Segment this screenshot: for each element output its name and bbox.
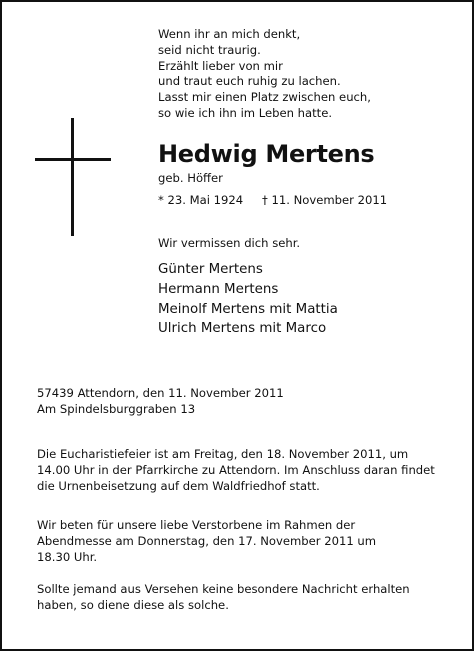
funeral-line: die Urnenbeisetzung auf dem Waldfriedhof statt. bbox=[37, 478, 320, 493]
funeral-line: 14.00 Uhr in der Pfarrkirche zu Attendorn. Im Anschluss daran findet bbox=[37, 462, 435, 477]
poem-line: seid nicht traurig. bbox=[158, 42, 261, 57]
address-line: Am Spindelsburggraben 13 bbox=[37, 401, 196, 416]
notice-line: haben, so diene diese als solche. bbox=[37, 597, 229, 612]
notice-line: Sollte jemand aus Versehen keine besondere Nachricht erhalten bbox=[37, 582, 410, 596]
poem-line: und traut euch ruhig zu lachen. bbox=[158, 74, 341, 89]
funeral-line: Die Eucharistiefeier ist am Freitag, den 18. November 2011, um bbox=[37, 447, 409, 461]
cross-icon-horizontal bbox=[35, 158, 111, 161]
funeral-info bbox=[37, 447, 435, 494]
poem-line: Wenn ihr an mich denkt, bbox=[158, 27, 301, 41]
family-member: Ulrich Mertens mit Marco bbox=[158, 321, 327, 337]
deceased-name: Hedwig Mertens bbox=[158, 140, 375, 168]
address-block bbox=[37, 386, 284, 418]
family-member: Günter Mertens bbox=[158, 262, 263, 277]
evening-mass-line: 18.30 Uhr. bbox=[37, 549, 98, 564]
evening-mass-line: Abendmesse am Donnerstag, den 17. November 2011 um bbox=[37, 533, 377, 548]
family-member: Meinolf Mertens mit Mattia bbox=[158, 301, 338, 317]
poem-line: Lasst mir einen Platz zwischen euch, bbox=[158, 90, 371, 105]
poem-line: Erzählt lieber von mir bbox=[158, 58, 283, 73]
birth-date: * 23. Mai 1924 bbox=[158, 193, 244, 207]
evening-mass-info bbox=[37, 518, 376, 565]
notice-info bbox=[37, 582, 410, 614]
mourning-message: Wir vermissen dich sehr. bbox=[158, 236, 301, 250]
family-member: Hermann Mertens bbox=[158, 281, 279, 297]
address-line: 57439 Attendorn, den 11. November 2011 bbox=[37, 386, 284, 400]
family-list bbox=[158, 260, 338, 339]
evening-mass-line: Wir beten für unsere liebe Verstorbene im Rahmen der bbox=[37, 518, 356, 532]
poem bbox=[158, 27, 371, 122]
birth-name: geb. Höffer bbox=[158, 171, 223, 185]
poem-line: so wie ich ihn im Leben hatte. bbox=[158, 105, 333, 120]
death-date: † 11. November 2011 bbox=[262, 193, 388, 207]
cross-icon-vertical bbox=[71, 118, 74, 236]
